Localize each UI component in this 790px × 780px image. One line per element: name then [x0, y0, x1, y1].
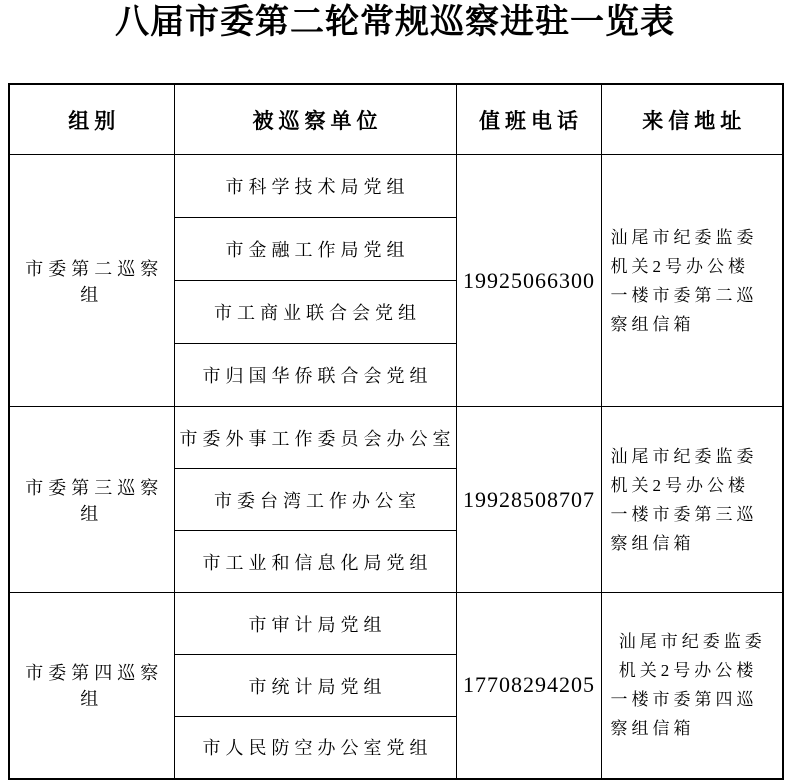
page-title: 八届市委第二轮常规巡察进驻一览表 — [115, 4, 675, 41]
mail-address-2 — [601, 155, 783, 407]
group-name-3: 市委第三巡察组 — [9, 407, 174, 593]
col-header-group: 组别 — [9, 84, 174, 155]
address-line: 一楼市委第四巡 — [610, 690, 758, 710]
address-line: 察组信箱 — [610, 314, 695, 334]
group-name-2: 市委第二巡察组 — [9, 155, 174, 407]
unit-cell: 市委外事工作委员会办公室 — [174, 407, 456, 469]
col-header-mail-address: 来信地址 — [601, 84, 783, 155]
address-line: 察组信箱 — [610, 533, 695, 553]
address-line: 察组信箱 — [610, 719, 695, 739]
header-row — [9, 84, 783, 155]
col-header-duty-phone: 值班电话 — [456, 84, 601, 155]
duty-phone-2: 19925066300 — [456, 155, 601, 407]
unit-cell: 市统计局党组 — [174, 655, 456, 717]
col-header-inspected-unit: 被巡察单位 — [174, 84, 456, 155]
address-line: 汕尾市纪委监委 — [610, 632, 766, 652]
unit-cell: 市人民防空办公室党组 — [174, 717, 456, 779]
unit-cell: 市归国华侨联合会党组 — [174, 344, 456, 407]
address-line: 机关2号办公楼 — [610, 256, 749, 276]
address-line: 汕尾市纪委监委 — [610, 446, 758, 466]
group-name-4: 市委第四巡察组 — [9, 593, 174, 779]
mail-address-4 — [601, 593, 783, 779]
address-line: 一楼市委第三巡 — [610, 504, 758, 524]
unit-cell: 市委台湾工作办公室 — [174, 469, 456, 531]
address-line: 机关2号办公楼 — [610, 661, 758, 681]
address-line: 一楼市委第二巡 — [610, 285, 758, 305]
inspection-table — [8, 83, 784, 780]
table-row — [9, 407, 783, 469]
duty-phone-4: 17708294205 — [456, 593, 601, 779]
unit-cell: 市审计局党组 — [174, 593, 456, 655]
unit-cell: 市工商业联合会党组 — [174, 281, 456, 344]
address-line: 汕尾市纪委监委 — [610, 227, 758, 247]
unit-cell: 市工业和信息化局党组 — [174, 531, 456, 593]
address-line: 机关2号办公楼 — [610, 475, 749, 495]
table-row — [9, 593, 783, 655]
table-row — [9, 155, 783, 218]
unit-cell: 市金融工作局党组 — [174, 218, 456, 281]
mail-address-3 — [601, 407, 783, 593]
duty-phone-3: 19928508707 — [456, 407, 601, 593]
unit-cell: 市科学技术局党组 — [174, 155, 456, 218]
